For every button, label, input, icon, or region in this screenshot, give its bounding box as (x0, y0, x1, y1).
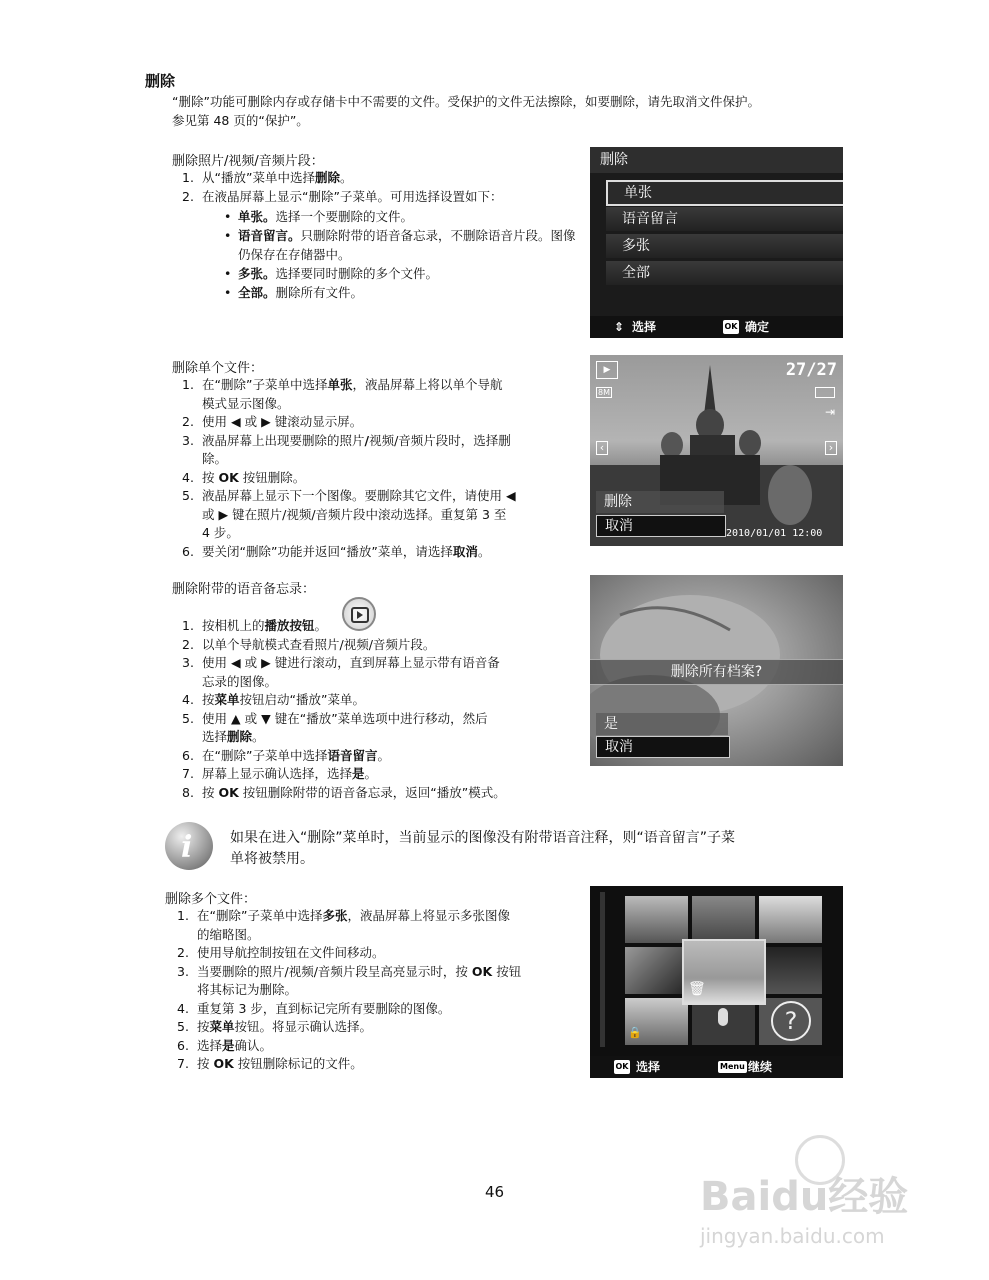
screen-voice-delete-confirm (590, 575, 843, 766)
list-item: 3. 当要删除的照片/视频/音频片段呈高亮显示时，按 OK 按钮 将其标记为删除。 (177, 963, 522, 997)
screen-delete-menu (590, 147, 843, 338)
list-item: 6. 在“删除”子菜单中选择语音留言。 (182, 747, 390, 763)
list-item: 2. 使用导航控制按钮在文件间移动。 (177, 945, 385, 960)
left-nav-icon[interactable]: ‹ (596, 441, 608, 455)
section1-steps (172, 169, 592, 206)
list-item: • 多张。选择要同时删除的多个文件。 (222, 264, 587, 283)
thumbnail[interactable] (692, 998, 755, 1045)
up-arrow-icon: ▲ (231, 710, 241, 726)
timestamp: 2010/01/01 12:00 (726, 528, 823, 539)
down-arrow-icon: ▼ (261, 710, 271, 726)
info-note-icon: i (165, 822, 213, 870)
list-item: 5. 按菜单按钮。将显示确认选择。 (177, 1019, 373, 1034)
intro (172, 92, 872, 130)
list-item: 7. 按 OK 按钮删除标记的文件。 (177, 1056, 363, 1071)
section4-steps (167, 907, 582, 1074)
list-item: 5. 液晶屏幕上显示下一个图像。要删除其它文件，请使用 ◀ 或 ▶ 键在照片/视频/音频片段中滚动选择。重复第 3 至 4 步。 (182, 488, 516, 540)
menu-item-single[interactable]: 单张 (606, 180, 843, 206)
list-item: 1. 按相机上的播放按钮。 (182, 618, 328, 633)
playback-button-icon (342, 597, 376, 631)
thumbnail[interactable] (625, 896, 688, 943)
list-item: 7. 屏幕上显示确认选择，选择是。 (182, 766, 378, 781)
menu-item-voice-memo[interactable]: 语音留言 (606, 207, 843, 231)
list-item: 6. 选择是确认。 (177, 1037, 273, 1053)
right-arrow-icon: ▶ (261, 414, 271, 429)
right-nav-icon[interactable]: › (825, 441, 837, 455)
section1-bullets (222, 207, 587, 302)
list-item: 1. 在“删除”子菜单中选择多张，液晶屏幕上将显示多张图像 的缩略图。 (177, 908, 510, 942)
battery-icon (815, 387, 835, 398)
section1-heading: 删除照片/视频/音频片段： (172, 154, 324, 169)
list-item: 8. 按 OK 按钮删除附带的语音备忘录，返回“播放”模式。 (182, 784, 506, 800)
intro-line-2: 参见第 48 页的“保护”。 (172, 113, 309, 128)
list-item: 1. 从“播放”菜单中选择删除。 (182, 170, 353, 185)
list-item: 1. 在“删除”子菜单中选择单张，液晶屏幕上将以单个导航 模式显示图像。 (182, 377, 503, 411)
ok-icon: OK (723, 320, 739, 334)
page-title: 删除 (145, 72, 176, 90)
list-item: 3. 液晶屏幕上出现要删除的照片/视频/音频片段时，选择删 除。 (182, 432, 511, 466)
question-icon: ? (771, 1001, 811, 1041)
watermark (700, 1135, 960, 1248)
intro-line-1: “删除”功能可删除内存或存储卡中不需要的文件。受保护的文件无法擦除，如要删除，请先取消文件保护。 (172, 94, 760, 109)
menu-item-multi[interactable]: 多张 (606, 234, 843, 258)
note-text: 如果在进入“删除”菜单时，当前显示的图像没有附带语音注释，则“语音留言”子菜 单将被禁用。 (230, 830, 736, 867)
list-item: 4. 按 OK 按钮删除。 (182, 469, 306, 485)
image-counter: 27/27 (785, 360, 837, 380)
microphone-icon (718, 1008, 728, 1026)
cancel-option[interactable]: 取消 (596, 515, 726, 537)
section2-steps (172, 376, 582, 561)
cancel-option[interactable]: 取消 (596, 736, 730, 758)
thumbnail[interactable] (759, 896, 822, 943)
scrollbar[interactable] (600, 892, 605, 1047)
list-item: 4. 重复第 3 步，直到标记完所有要删除的图像。 (177, 1000, 451, 1016)
section4-heading: 删除多个文件： (165, 892, 257, 907)
menu-item-all[interactable]: 全部 (606, 261, 843, 285)
section2-heading: 删除单个文件： (172, 361, 264, 376)
resolution-badge: 8M (598, 388, 610, 397)
delete-option[interactable]: 删除 (596, 491, 724, 513)
page-number: 46 (485, 1183, 505, 1201)
thumbnail[interactable] (625, 947, 688, 994)
confirm-prompt: 删除所有档案? (590, 659, 843, 685)
list-item: • 全部。删除所有文件。 (222, 283, 587, 302)
watermark-text: Baidu经验 jingyan.baidu.com (700, 1174, 909, 1248)
updown-icon: ⇕ (614, 320, 625, 334)
ok-icon: OK (614, 1060, 630, 1074)
yes-option[interactable]: 是 (596, 713, 728, 735)
screen-multi-delete (590, 886, 843, 1078)
left-arrow-icon: ◀ (506, 488, 516, 503)
thumbnail[interactable] (759, 947, 822, 994)
list-item: 2. 使用 ◀ 或 ▶ 键滚动显示屏。 (182, 414, 363, 429)
list-item: • 语音留言。只删除附带的语音备忘录，不删除语音片段。图像仍保存在存储器中。 (222, 226, 587, 264)
section3-heading: 删除附带的语音备忘录： (172, 582, 316, 597)
left-arrow-icon: ◀ (231, 414, 241, 429)
trash-icon: 🗑 (688, 981, 706, 997)
lock-icon: 🔒 (628, 1026, 642, 1039)
screen-footer: OK 选择 Menu 继续 (590, 1056, 843, 1078)
menu-icon: Menu (720, 1062, 745, 1071)
protect-icon: ⇥ (824, 405, 835, 419)
play-mode-icon: ▶ (596, 361, 618, 379)
list-item: 4. 按菜单按钮启动“播放”菜单。 (182, 692, 365, 707)
list-item: 6. 要关闭“删除”功能并返回“播放”菜单，请选择取消。 (182, 543, 491, 559)
highlighted-thumbnail[interactable] (682, 939, 766, 1005)
list-item: 3. 使用 ◀ 或 ▶ 键进行滚动，直到屏幕上显示带有语音备 忘录的图像。 (182, 655, 500, 689)
left-arrow-icon: ◀ (231, 655, 241, 670)
right-arrow-icon: ▶ (218, 506, 229, 522)
section3-steps (172, 617, 582, 802)
right-arrow-icon: ▶ (261, 655, 271, 670)
screen-single-delete (590, 355, 843, 546)
list-item: 5. 使用 ▲ 或 ▼ 键在“播放”菜单选项中进行移动，然后 选择删除。 (182, 710, 488, 744)
thumbnail[interactable] (759, 998, 822, 1045)
list-item: 2. 在液晶屏幕上显示“删除”子菜单。可用选择设置如下： (182, 188, 503, 204)
list-item: 2. 以单个导航模式查看照片/视频/音频片段。 (182, 636, 436, 652)
screen-footer: ⇕ 选择 OK 确定 (590, 316, 843, 338)
list-item: • 单张。选择一个要删除的文件。 (222, 207, 587, 226)
thumbnail[interactable] (692, 896, 755, 943)
screen-title: 删除 (590, 147, 843, 173)
